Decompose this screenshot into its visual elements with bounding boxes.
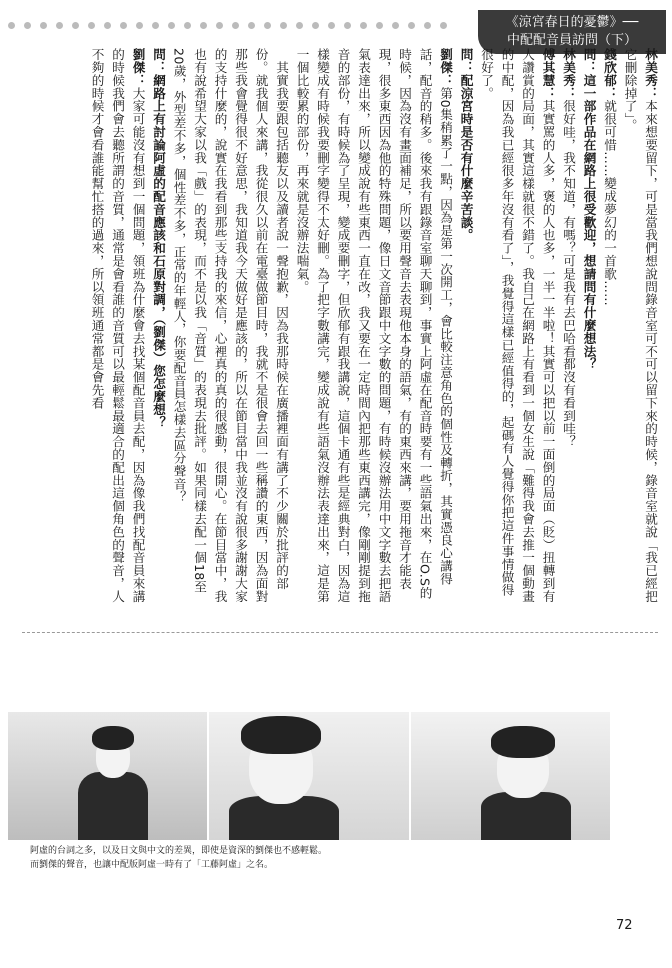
interview-text: [18, 48, 660, 608]
screenshot-panel-2: [209, 712, 410, 840]
image-caption: [30, 844, 590, 872]
interview-question: 問：這一部作品在網路上很受歡迎，想請問有什麼想法？: [581, 48, 597, 371]
interview-paragraph: 傅其慧：其實罵的人多，褒的人也多，一半一半啦！其實可以把以前一面倒的局面（貶）扭轉到有人讚賞的局面，其實這樣就很不錯了。我自己在網路上有看到一個女生說「難得我會去推一個動畫的中配，因為我已經很多年沒有看了」，我覺得這樣已經值得的，起碼有人覺得你把這件事情做得很好了。: [479, 48, 556, 603]
interview-question: 問：網路上有討論阿虛的配音應該和石原對調，（劉傑）您怎麼想？: [151, 48, 166, 429]
screenshot-panel-1: [8, 712, 209, 840]
interview-paragraph: 林美秀：本來想要留下，可是當我們想說問錄音室可不可以留下來的時候，錄音室就說「我已經把它刪除掉了」。: [622, 48, 658, 603]
interview-paragraph: 劉傑：第0集稍累了一點，因為是第一次開工，會比較注意角色的個性及轉折，其實憑良心講得話，配音的稍多。後來我有跟錄音室聊天聊到，事實上阿虛在配音時要有一些語氣出來，在O.S的時候，因為沒有畫面補足，所以要用聲音去表現他本身的語氣，有的東西來講，要用拖音才能表現，很多東西因為他的特殊問題，像日文音節跟中文字數的問題，有時候沒辦法用中文字數去把語氣表達出來，所以變成說有些東西一直在改，我又要在一定時間內把那些東西講完，像剛剛提到拖音的部份，有時候為了呈現，變成要刪字，但欣郁有跟我講說，這個卡通有些是經典對白，因為這樣變成有時候我要刪字變得不太好刪。為了把字數講完，變成說有些語氣沒辦法表達出來，這是第一個比較累的部份，再來就是沒辦法喘氣。: [294, 48, 453, 603]
section-divider: [22, 632, 658, 633]
screenshot-panel-3: [411, 712, 612, 840]
title-line-1: 《涼宮春日的憂鬱》──: [505, 15, 639, 30]
interview-question: 問：配涼宮時是否有什麼辛苦談。: [458, 48, 474, 242]
interview-paragraph: 劉傑：大家可能沒有想到一個問題，領班為什麼會去找某個配音員去配，因為像我們找配音員來講的時候我們會去聽所謂的音質，通常是會看誰的音質可以最輕鬆最適合的配出這個角色的聲音，人不夠的時候才會看誰能幫忙搭的過來，所以領班通常都是會先看: [89, 48, 146, 603]
header-dot-rule: [8, 22, 478, 36]
anime-screenshot-strip: [8, 712, 612, 840]
interview-paragraph: 林美秀：很好哇，我不知道，有嗎？可是我有去巴哈看都沒有看到哇？: [561, 48, 576, 448]
page-number: 72: [616, 918, 633, 933]
interview-paragraph: 其實我要跟包括聽友以及讀者說一聲抱歉，因為我那時候在廣播裡面有講了不少關於批評的部份。就我個人來講，我從很久以前在電臺做節目時，我就不是很會去回一些稱讚的東西，因為面對那些我會覺得很不好意思，我知道我今天做好是應該的，所以在節目當中我並沒有說很多謝謝大家的支持什麼的，說實在我看到那些支持我的來信，心裡真的真的很感動，很開心。在節目當中，我也有說希望大家以我「戲」的表現，而不是以我「音質」的表現去批評。如果同樣去配一個18至20歲，外型差不多，個性差不多，正常的年輕人，你要配音員怎樣去區分聲音？: [171, 48, 289, 603]
interview-paragraph: 錢欣郁：就很可惜……變成夢幻的一首歌……: [602, 48, 617, 306]
caption-line-1: 阿虛的台詞之多，以及日文與中文的差異，即使是資深的劉傑也不感輕鬆。: [30, 846, 328, 856]
title-line-2: 中配配音員訪問（下）: [506, 33, 637, 48]
caption-line-2: 而劉傑的聲音，也讓中配版阿虛一時有了「工藤阿虛」之名。: [30, 860, 274, 870]
